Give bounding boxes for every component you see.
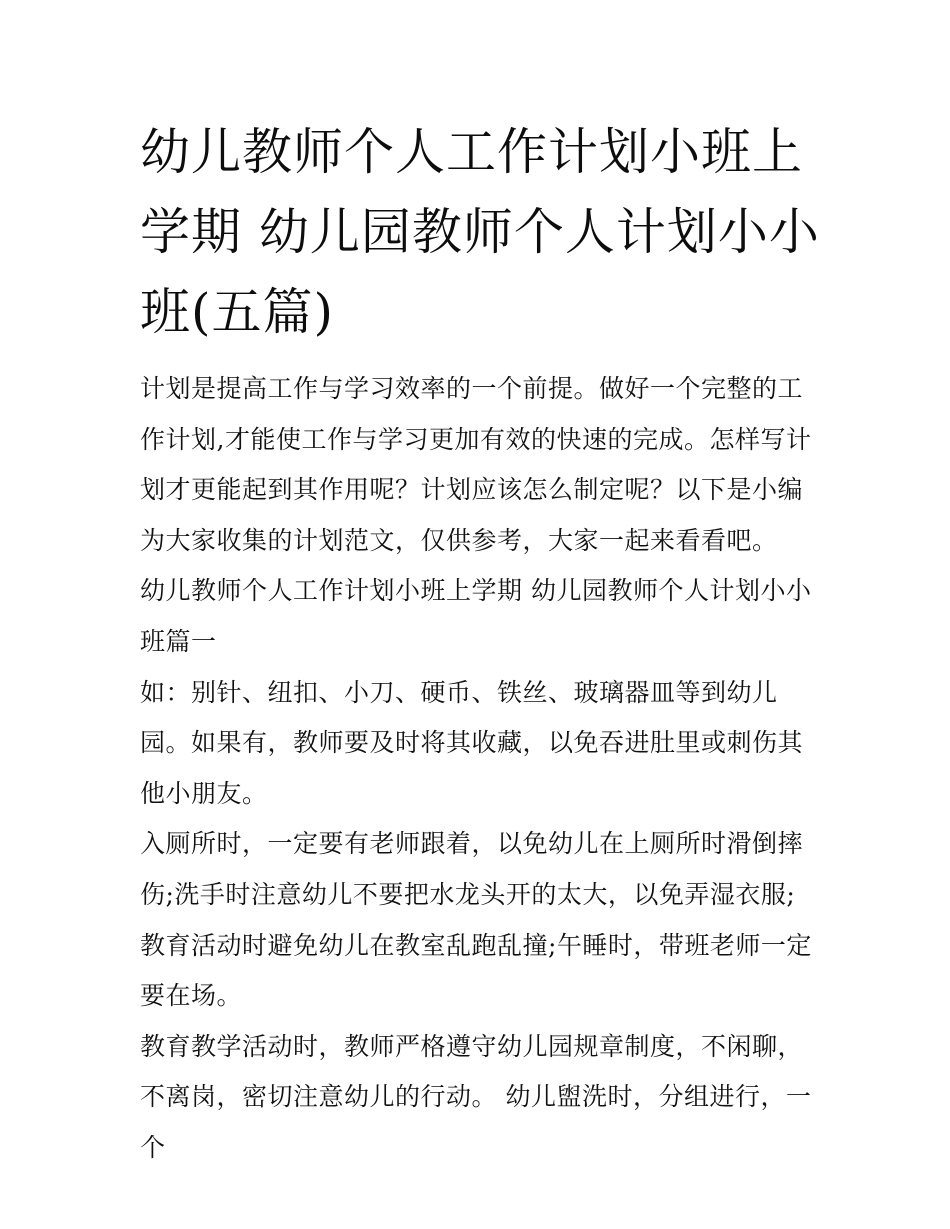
- document-body: [140, 112, 820, 1174]
- intro-paragraph: 计划是提高工作与学习效率的一个前提。做好一个完整的工作计划,才能使工作与学习更加有效的快速的完成。怎样写计划才更能起到其作用呢？计划应该怎么制定呢？以下是小编为大家收集的计划范文，仅供参考，大家一起来看看吧。: [140, 374, 812, 555]
- section-heading: 幼儿教师个人工作计划小班上学期 幼儿园教师个人计划小小班篇一: [140, 576, 812, 656]
- body-paragraph: 入厕所时，一定要有老师跟着，以免幼儿在上厕所时滑倒摔伤;洗手时注意幼儿不要把水龙头开的太大，以免弄湿衣服;教育活动时避免幼儿在教室乱跑乱撞;午睡时，带班老师一定要在场。: [140, 829, 812, 1011]
- document-title: 幼儿教师个人工作计划小班上学期 幼儿园教师个人计划小小班(五篇): [140, 123, 820, 341]
- body-paragraph: 如：别针、纽扣、小刀、硬币、铁丝、玻璃器皿等到幼儿园。如果有，教师要及时将其收藏，以免吞进肚里或刺伤其他小朋友。: [140, 677, 804, 808]
- body-paragraph: 教育教学活动时，教师严格遵守幼儿园规章制度，不闲聊，不离岗，密切注意幼儿的行动。 幼儿盥洗时，分组进行，一个: [140, 1031, 812, 1162]
